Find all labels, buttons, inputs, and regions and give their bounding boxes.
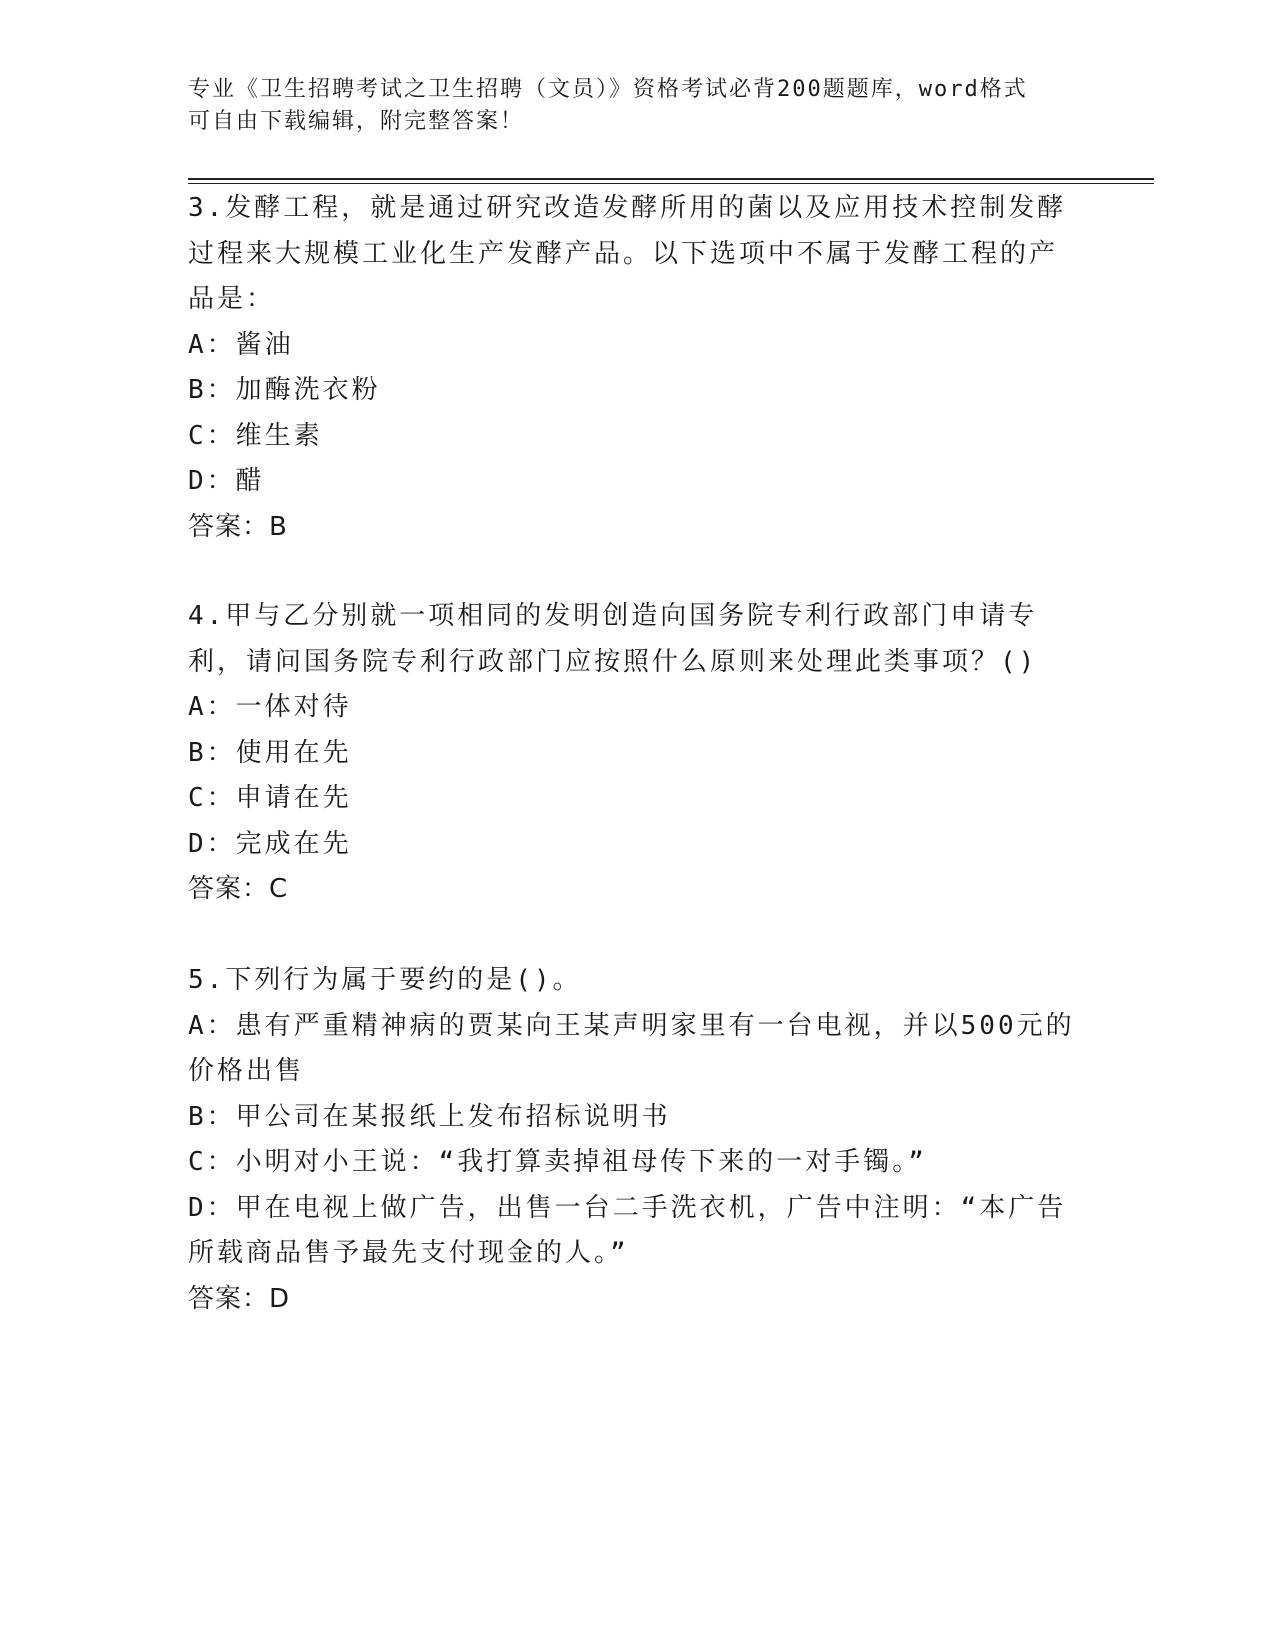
option-b: B：使用在先 — [188, 737, 352, 768]
header-divider-thick — [188, 178, 1154, 180]
header-divider-thin — [188, 183, 1154, 184]
option-c: C：小明对小王说：“我打算卖掉祖母传下来的一对手镯。” — [188, 1147, 927, 1177]
option-c: C：维生素 — [188, 420, 323, 451]
question-3 — [188, 186, 1078, 550]
answer-label: 答案：D — [188, 1283, 291, 1314]
option-c: C：申请在先 — [188, 783, 352, 813]
question-5 — [188, 958, 1078, 1322]
header-line-1: 专业《卫生招聘考试之卫生招聘（文员）》资格考试必背200题题库，word格式 — [188, 77, 1028, 102]
question-text: 3.发酵工程，就是通过研究改造发酵所用的菌以及应用技术控制发酵过程来大规模工业化生产发酵产品。以下选项中不属于发酵工程的产品是： — [188, 193, 1067, 314]
answer-label: 答案：B — [188, 511, 288, 542]
question-4 — [188, 594, 1078, 913]
option-d: D：完成在先 — [188, 828, 352, 859]
option-b: B：甲公司在某报纸上发布招标说明书 — [188, 1101, 671, 1132]
option-a: A：一体对待 — [188, 692, 352, 722]
option-a: A：患有严重精神病的贾某向王某声明家里有一台电视，并以500元的价格出售 — [188, 1010, 1075, 1086]
question-text: 5.下列行为属于要约的是()。 — [188, 965, 582, 995]
option-d: D：甲在电视上做广告，出售一台二手洗衣机，广告中注明：“本广告所载商品售予最先支付现金的人。” — [188, 1192, 1067, 1268]
option-b: B：加酶洗衣粉 — [188, 375, 381, 405]
question-text: 4.甲与乙分别就一项相同的发明创造向国务院专利行政部门申请专利，请问国务院专利行政部门应按照什么原则来处理此类事项？() — [188, 601, 1038, 677]
option-d: D：醋 — [188, 466, 265, 496]
document-header — [188, 74, 1068, 138]
answer-label: 答案：C — [188, 874, 289, 904]
option-a: A：酱油 — [188, 329, 294, 360]
header-line-2: 可自由下载编辑，附完整答案！ — [188, 109, 525, 134]
